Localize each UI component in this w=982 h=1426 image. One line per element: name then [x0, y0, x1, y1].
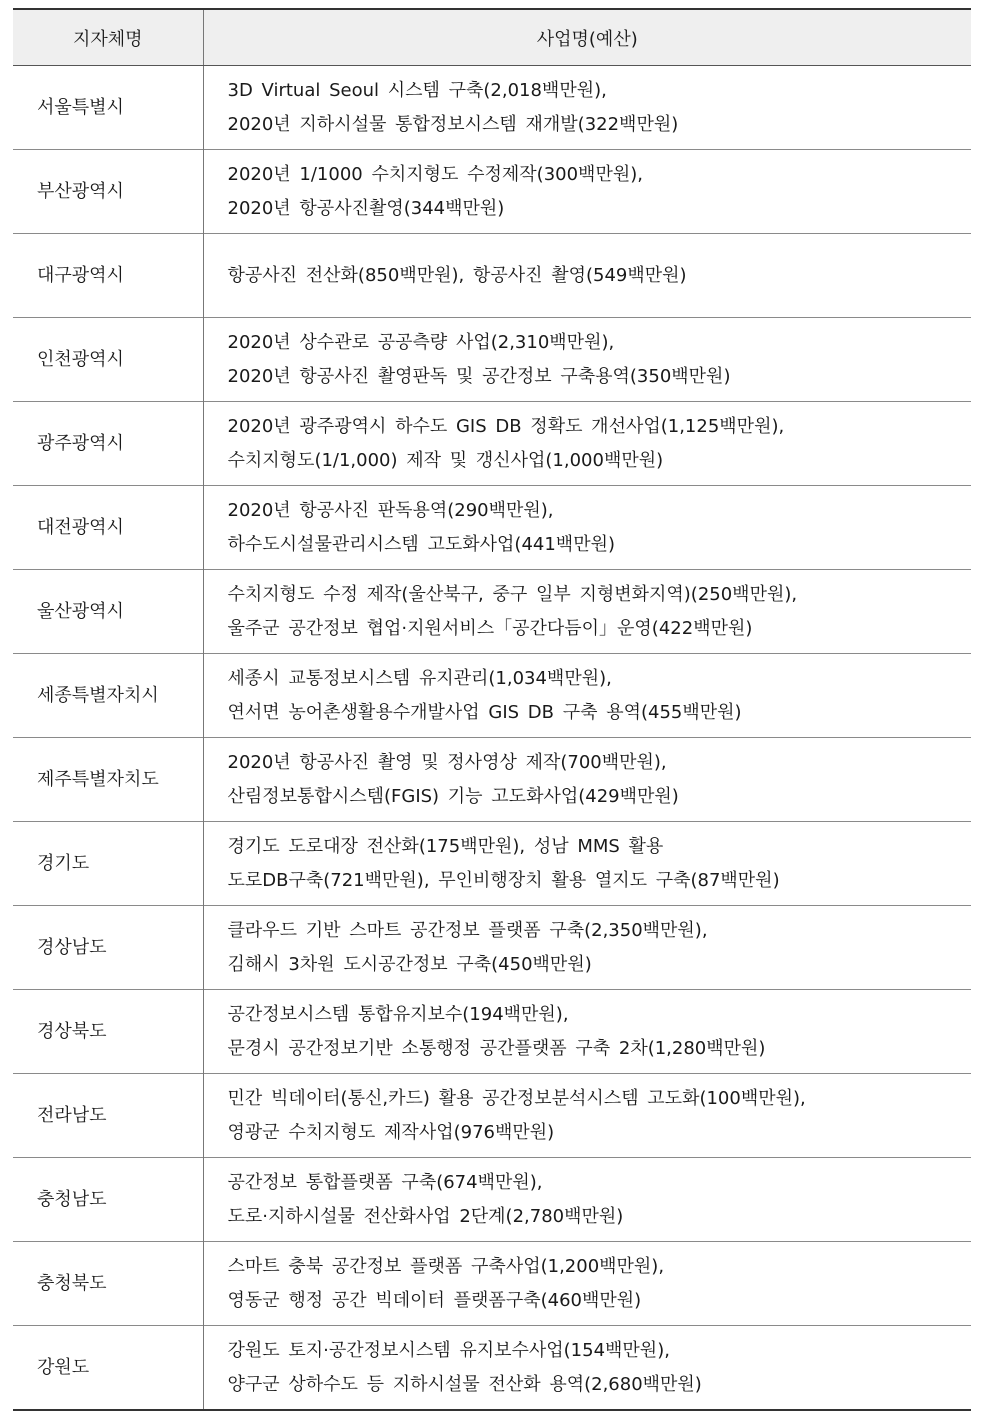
project-cell — [203, 906, 971, 990]
project-line: 수치지형도(1/1,000) 제작 및 갱신사업(1,000백만원) — [227, 449, 664, 471]
project-cell — [203, 822, 971, 906]
table-row — [13, 234, 971, 318]
region-cell: 충청남도 — [13, 1158, 203, 1242]
project-line: 3D Virtual Seoul 시스템 구축(2,018백만원), — [227, 79, 607, 101]
project-line: 클라우드 기반 스마트 공간정보 플랫폼 구축(2,350백만원), — [227, 919, 708, 941]
project-cell — [203, 570, 971, 654]
project-line: 양구군 상하수도 등 지하시설물 전산화 용역(2,680백만원) — [227, 1373, 702, 1395]
project-cell — [203, 66, 971, 150]
project-line: 민간 빅데이터(통신,카드) 활용 공간정보분석시스템 고도화(100백만원), — [227, 1087, 806, 1109]
project-line: 2020년 항공사진 촬영판독 및 공간정보 구축용역(350백만원) — [227, 365, 731, 387]
region-cell: 대구광역시 — [13, 234, 203, 318]
table-row — [13, 738, 971, 822]
project-cell — [203, 1074, 971, 1158]
project-cell — [203, 738, 971, 822]
region-cell: 경상남도 — [13, 906, 203, 990]
project-cell — [203, 234, 971, 318]
region-cell: 제주특별자치도 — [13, 738, 203, 822]
header-region: 지자체명 — [13, 9, 203, 66]
project-line: 영동군 행정 공간 빅데이터 플랫폼구축(460백만원) — [227, 1289, 642, 1311]
region-cell: 인천광역시 — [13, 318, 203, 402]
table-row — [13, 1158, 971, 1242]
region-cell: 경기도 — [13, 822, 203, 906]
project-cell — [203, 150, 971, 234]
project-cell — [203, 1242, 971, 1326]
table-row — [13, 822, 971, 906]
project-line: 김해시 3차원 도시공간정보 구축(450백만원) — [227, 953, 592, 975]
project-line: 영광군 수치지형도 제작사업(976백만원) — [227, 1121, 555, 1143]
project-cell — [203, 486, 971, 570]
project-line: 수치지형도 수정 제작(울산북구, 중구 일부 지형변화지역)(250백만원), — [227, 583, 798, 605]
table-row — [13, 402, 971, 486]
table-row — [13, 654, 971, 738]
project-cell — [203, 990, 971, 1074]
header-row — [13, 9, 971, 66]
header-project: 사업명(예산) — [203, 9, 971, 66]
project-line: 공간정보시스템 통합유지보수(194백만원), — [227, 1003, 569, 1025]
project-line: 항공사진 전산화(850백만원), 항공사진 촬영(549백만원) — [227, 264, 687, 286]
table-row — [13, 66, 971, 150]
project-line: 하수도시설물관리시스템 고도화사업(441백만원) — [227, 533, 615, 555]
project-line: 2020년 항공사진 촬영 및 정사영상 제작(700백만원), — [227, 751, 667, 773]
region-cell: 부산광역시 — [13, 150, 203, 234]
region-cell: 전라남도 — [13, 1074, 203, 1158]
project-cell — [203, 402, 971, 486]
region-cell: 세종특별자치시 — [13, 654, 203, 738]
table-row — [13, 486, 971, 570]
project-line: 도로DB구축(721백만원), 무인비행장치 활용 열지도 구축(87백만원) — [227, 869, 780, 891]
project-line: 도로·지하시설물 전산화사업 2단계(2,780백만원) — [227, 1205, 624, 1227]
region-cell: 대전광역시 — [13, 486, 203, 570]
project-cell — [203, 318, 971, 402]
table-row — [13, 1074, 971, 1158]
project-line: 울주군 공간정보 협업·지원서비스「공간다듬이」운영(422백만원) — [227, 617, 753, 639]
table-row — [13, 150, 971, 234]
table-row — [13, 906, 971, 990]
project-line: 2020년 1/1000 수치지형도 수정제작(300백만원), — [227, 163, 643, 185]
project-line: 2020년 항공사진 판독용역(290백만원), — [227, 499, 554, 521]
table-row — [13, 990, 971, 1074]
project-cell — [203, 654, 971, 738]
project-line: 2020년 상수관로 공공측량 사업(2,310백만원), — [227, 331, 615, 353]
table-row — [13, 570, 971, 654]
table-row — [13, 1326, 971, 1411]
project-line: 세종시 교통정보시스템 유지관리(1,034백만원), — [227, 667, 612, 689]
region-cell: 광주광역시 — [13, 402, 203, 486]
project-line: 연서면 농어촌생활용수개발사업 GIS DB 구축 용역(455백만원) — [227, 701, 742, 723]
project-cell — [203, 1326, 971, 1411]
region-cell: 서울특별시 — [13, 66, 203, 150]
budget-table — [13, 8, 971, 1411]
table-row — [13, 1242, 971, 1326]
region-cell: 울산광역시 — [13, 570, 203, 654]
region-cell: 경상북도 — [13, 990, 203, 1074]
project-cell — [203, 1158, 971, 1242]
project-line: 2020년 지하시설물 통합정보시스템 재개발(322백만원) — [227, 113, 679, 135]
project-line: 강원도 토지·공간정보시스템 유지보수사업(154백만원), — [227, 1339, 670, 1361]
project-line: 경기도 도로대장 전산화(175백만원), 성남 MMS 활용 — [227, 835, 664, 857]
project-line: 스마트 충북 공간정보 플랫폼 구축사업(1,200백만원), — [227, 1255, 665, 1277]
project-line: 2020년 광주광역시 하수도 GIS DB 정확도 개선사업(1,125백만원), — [227, 415, 785, 437]
project-line: 문경시 공간정보기반 소통행정 공간플랫폼 구축 2차(1,280백만원) — [227, 1037, 766, 1059]
region-cell: 강원도 — [13, 1326, 203, 1411]
region-cell: 충청북도 — [13, 1242, 203, 1326]
project-line: 2020년 항공사진촬영(344백만원) — [227, 197, 505, 219]
table-row — [13, 318, 971, 402]
project-line: 산림정보통합시스템(FGIS) 기능 고도화사업(429백만원) — [227, 785, 679, 807]
project-line: 공간정보 통합플랫폼 구축(674백만원), — [227, 1171, 543, 1193]
